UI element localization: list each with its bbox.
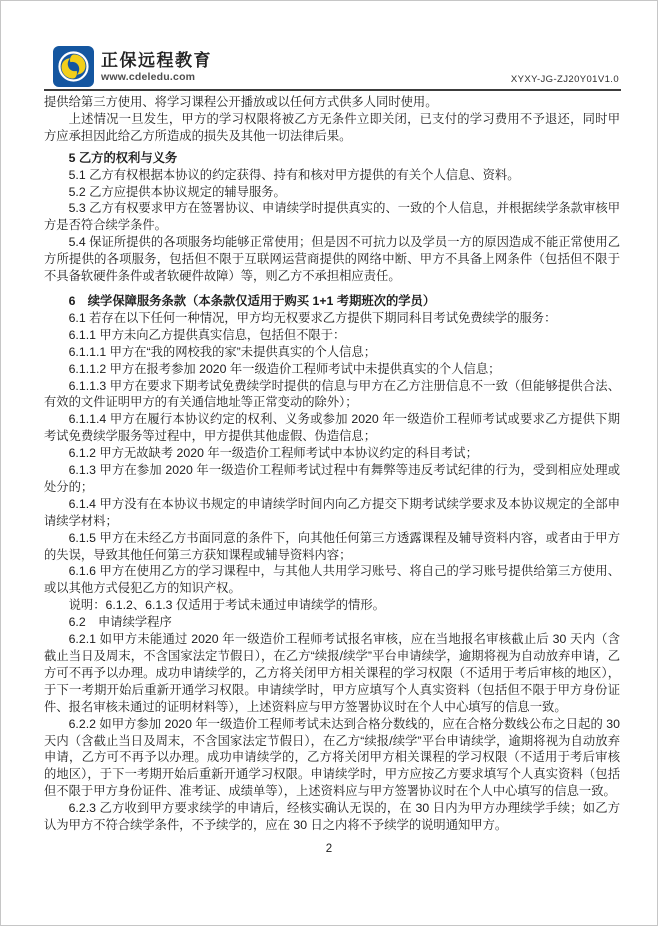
brand-swirl-icon [53, 46, 94, 87]
document-body [44, 94, 620, 834]
brand-website: www.cdeledu.com [101, 70, 196, 83]
paragraph: 5 乙方的权利与义务 [68, 150, 178, 165]
paragraph: 6 续学保障服务条款（本条款仅适用于购买 1+1 考期班次的学员） [68, 293, 436, 308]
page-header [53, 46, 619, 87]
paragraph: 6.2.2 如甲方参加 2020 年一级造价工程师考试未达到合格分数线的，应在合格分数线公布之日起的 30 天内（含截止当日及周末，不含国家法定节假日），在乙方“续报/续学”平台申请续学，逾期将视为自动放弃申请，乙方可不再予以办理。成功申请续学的，乙方将关闭甲方相关课程的学习权限（不适用于考后审核的地区），于下一考期开始后重新开通学习权限。申请续学时，甲方应按乙方要求填写个人真实资料（包括但不限于甲方身份证件、准考证、成绩单等），上述资料应与甲方签署协议时在个人中心填写的信息一致。 [44, 716, 620, 799]
paragraph: 上述情况一旦发生，甲方的学习权限将被乙方无条件立即关闭，已支付的学习费用不予退还，同时甲方应承担因此给乙方所造成的损失及其他一切法律后果。 [44, 111, 620, 143]
paragraph: 6.1.1.3 甲方在要求下期考试免费续学时提供的信息与甲方在乙方注册信息不一致（但能够提供合法、有效的文件证明甲方的有关通信地址等正常变动的除外）； [44, 378, 620, 410]
brand-logo [53, 46, 212, 87]
paragraph: 6.1 若存在以下任何一种情况，甲方均无权要求乙方提供下期同科目考试免费续学的服务： [68, 310, 557, 325]
paragraph: 5.3 乙方有权要求甲方在签署协议、申请续学时提供真实的、一致的个人信息，并根据续学条款审核甲方是否符合续学条件。 [44, 201, 620, 233]
paragraph: 6.1.3 甲方在参加 2020 年一级造价工程师考试过程中有舞弊等违反考试纪律的行为，受到相应处理或处分的； [44, 463, 620, 494]
paragraph: 5.1 乙方有权根据本协议的约定获得、持有和核对甲方提供的有关个人信息、资料。 [68, 167, 520, 182]
paragraph: 6.2.3 乙方收到甲方要求续学的申请后，经核实确认无误的，在 30 日内为甲方办理续学手续；如乙方认为甲方不符合续学条件，不予续学的，应在 30 日之内将不予续学的说明通知甲方。 [44, 801, 620, 833]
paragraph: 6.1.1.4 甲方在履行本协议约定的权利、义务或参加 2020 年一级造价工程师考试或要求乙方提供下期考试免费续学服务等过程中，甲方提供其他虚假、伪造信息； [44, 412, 620, 444]
paragraph: 6.1.4 甲方没有在本协议书规定的申请续学时间内向乙方提交下期考试续学要求及本协议规定的全部申请续学材料； [44, 496, 620, 528]
paragraph: 6.1.1 甲方未向乙方提供真实信息，包括但不限于： [68, 327, 346, 342]
paragraph: 5.4 保证所提供的各项服务均能够正常使用；但是因不可抗力以及学员一方的原因造成不能正常使用乙方所提供的各项服务，包括但不限于互联网运营商提供的网络中断、甲方不具备上网条件（包括但不限于不具备软硬件条件或者软硬件故障）等，则乙方不承担相应责任。 [44, 235, 620, 284]
header-divider [44, 89, 621, 91]
page-number: 2 [325, 842, 333, 855]
paragraph: 6.1.5 甲方在未经乙方书面同意的条件下，向其他任何第三方透露课程及辅导资料内容，或者由于甲方的失误，导致其他任何第三方获知课程或辅导资料内容； [44, 530, 620, 562]
brand-name: 正保远程教育 [101, 50, 212, 70]
paragraph: 5.2 乙方应提供本协议规定的辅导服务。 [68, 184, 286, 199]
paragraph: 6.1.2 甲方无故缺考 2020 年一级造价工程师考试中本协议约定的科目考试； [68, 446, 478, 461]
paragraph: 6.1.1.1 甲方在“我的网校我的家”未提供真实的个人信息； [68, 344, 377, 359]
paragraph: 提供给第三方使用、将学习课程公开播放或以任何方式供多人同时使用。 [44, 95, 438, 109]
paragraph: 6.2.1 如甲方未能通过 2020 年一级造价工程师考试报名审核，应在当地报名审核截止后 30 天内（含截止当日及周末，不含国家法定节假日），在乙方“续报/续学”平台申请续学，逾期将视为自动放弃申请，乙方可不再予以办理。成功申请续学的，乙方将关闭甲方相关课程的学习权限（不适用于考后审核的地区），于下一考期开始后重新开通学习权限。申请续学时，甲方应填写个人真实资料（包括但不限于甲方身份证件、报名审核未通过的证明材料等），上述资料应与甲方签署协议时在个人中心填写的信息一致。 [44, 632, 620, 714]
paragraph: 6.1.6 甲方在使用乙方的学习课程中，与其他人共用学习账号、将自己的学习账号提供给第三方使用、或以其他方式侵犯乙方的知识产权。 [44, 564, 620, 596]
brand-logo-text [101, 51, 212, 83]
doc-code: XYXY-JG-ZJ20Y01V1.0 [510, 74, 619, 85]
paragraph: 6.2 申请续学程序 [68, 615, 172, 630]
paragraph: 说明：6.1.2、6.1.3 仅适用于考试未通过申请续学的情形。 [68, 598, 385, 613]
paragraph: 6.1.1.2 甲方在报考参加 2020 年一级造价工程师考试中未提供真实的个人信息； [68, 361, 501, 376]
